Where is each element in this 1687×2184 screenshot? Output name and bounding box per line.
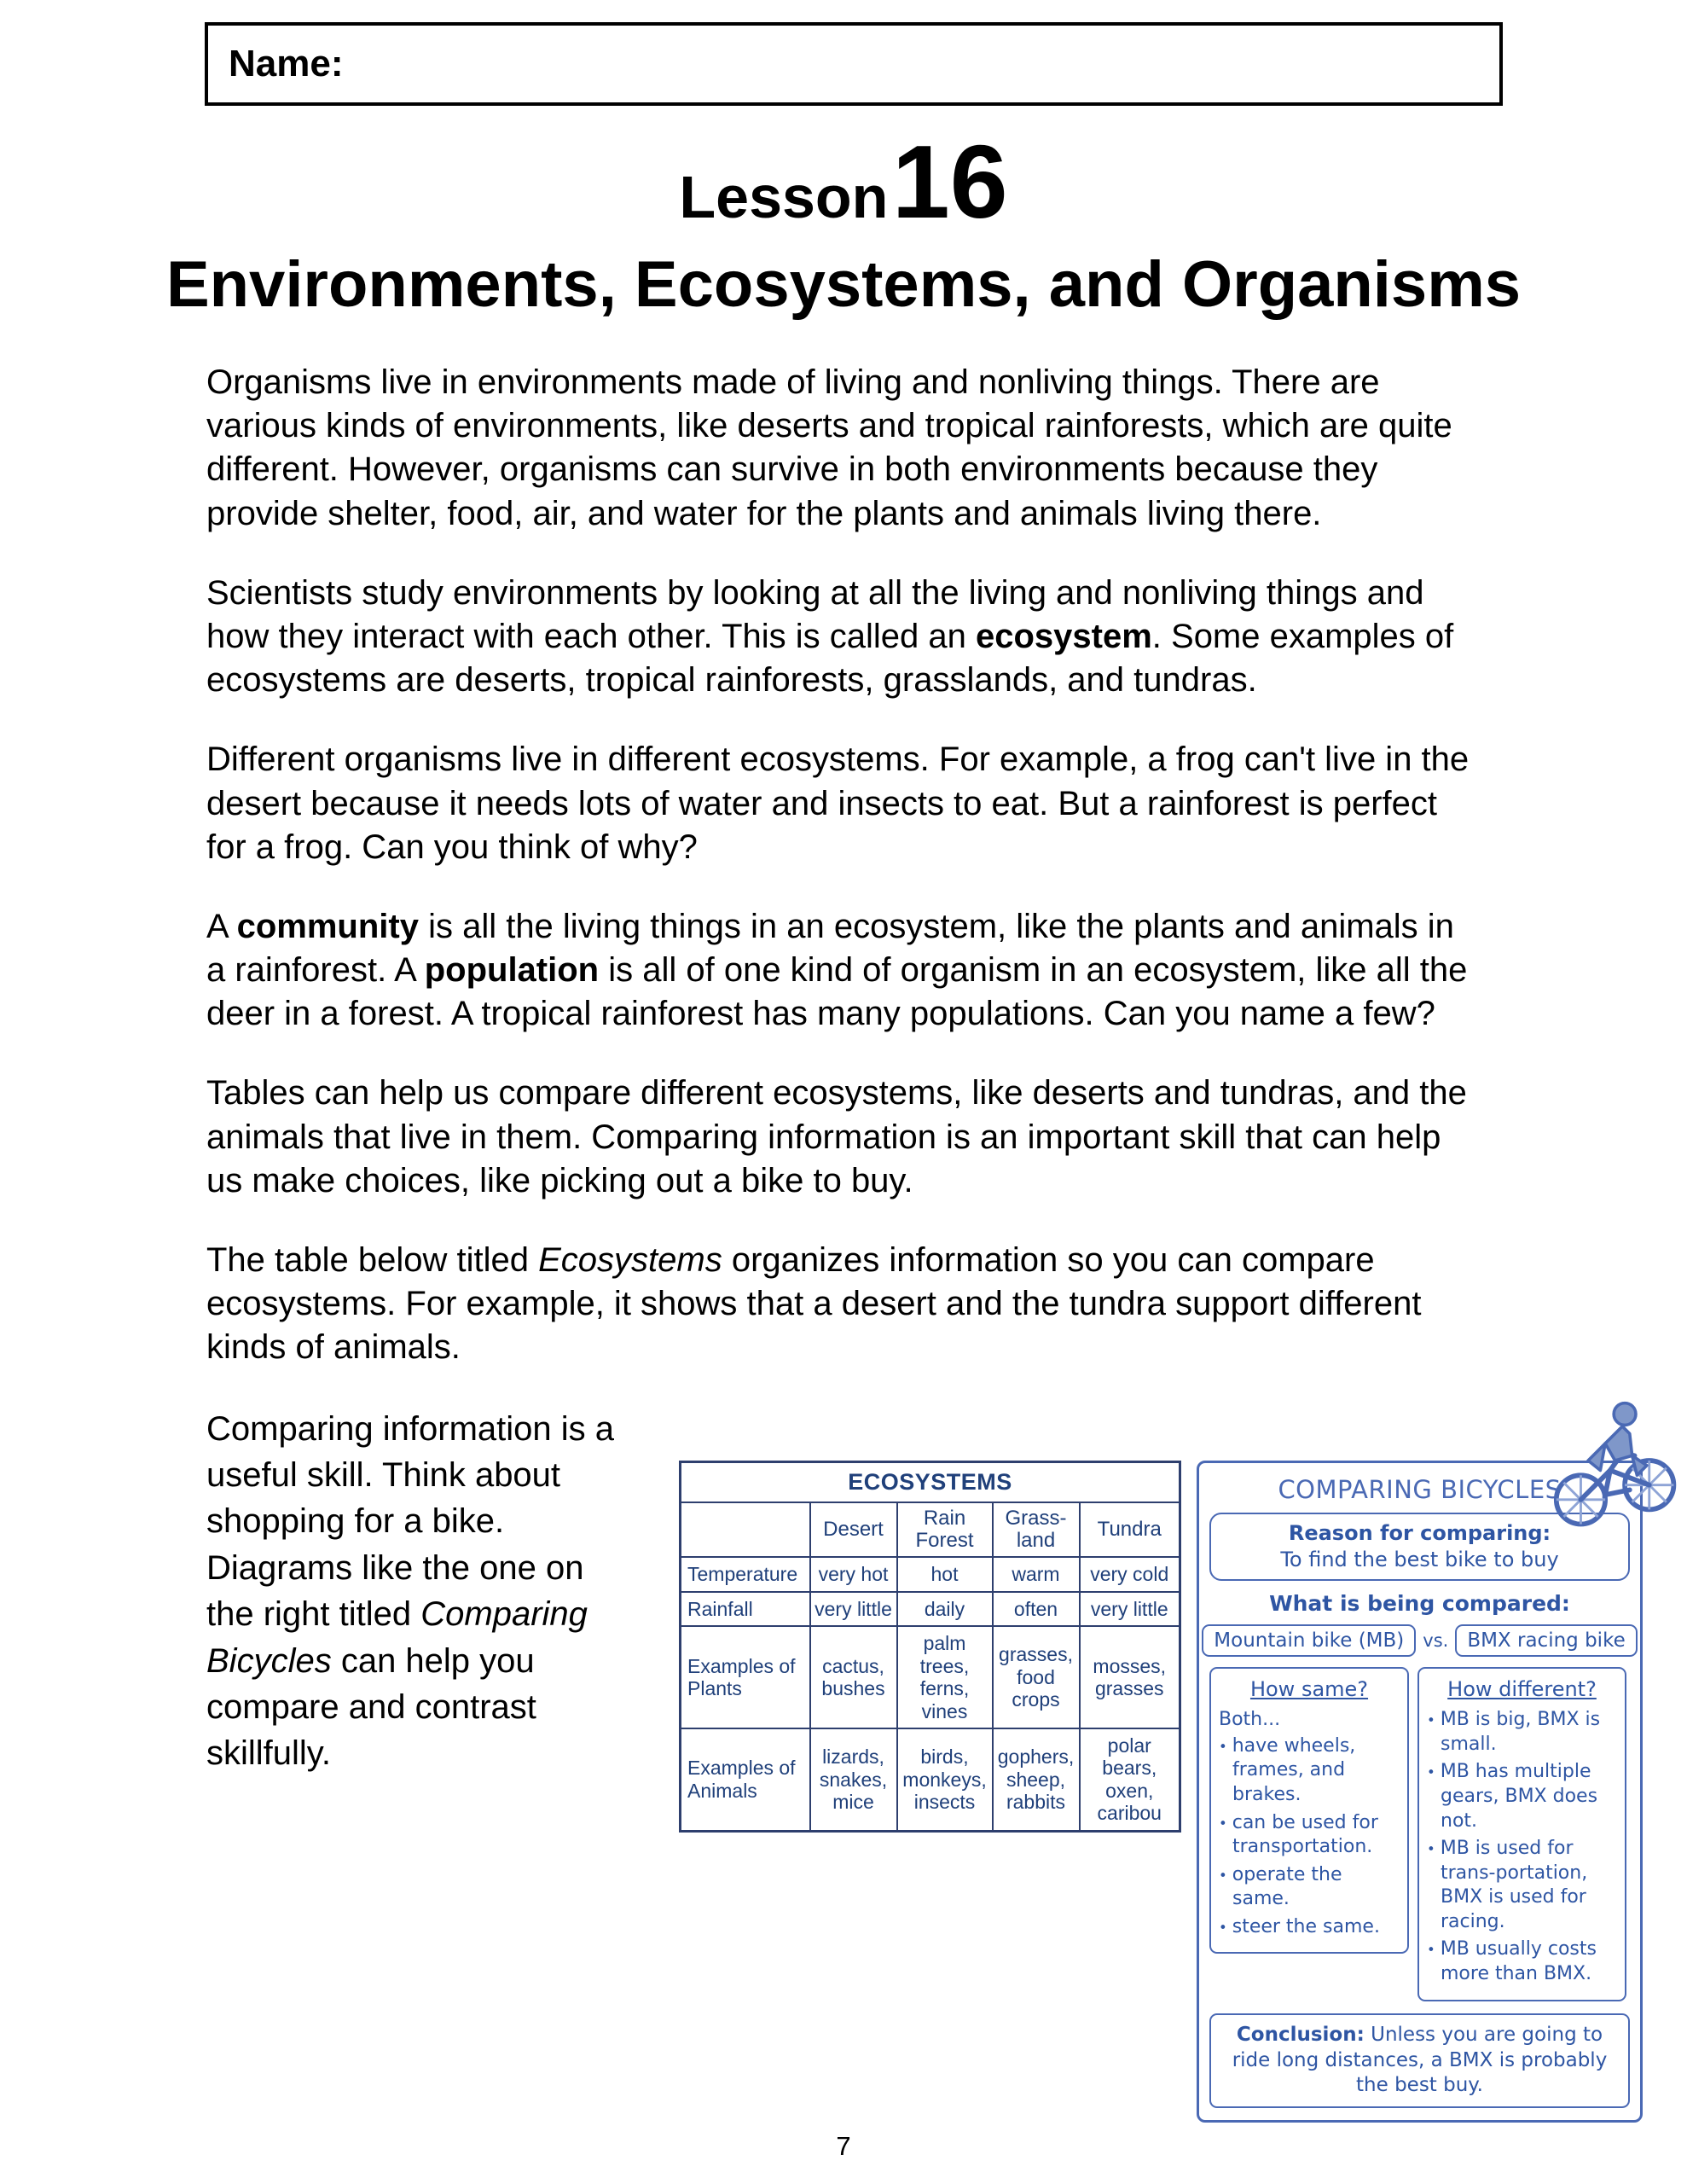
- reason-value: To find the best bike to buy: [1280, 1547, 1559, 1571]
- comparing-bicycles-diagram: [1197, 1461, 1643, 2123]
- different-list-item: • MB is used for trans-portation, BMX is used for racing.: [1427, 1837, 1617, 1934]
- lesson-word: Lesson: [679, 164, 889, 230]
- how-different-header: How different?: [1447, 1676, 1597, 1701]
- page-title: Environments, Ecosystems, and Organisms: [165, 248, 1522, 321]
- column-header: Desert: [810, 1502, 897, 1558]
- diagram-reference: Comparing Bicycles: [206, 1595, 588, 1680]
- table-cell: daily: [897, 1592, 993, 1626]
- paragraph-text: organizes information so you can compare ecosystems. For example, it shows that a desert and the tundra support different kinds of animals.: [206, 1241, 1422, 1367]
- name-label: Name:: [229, 43, 344, 84]
- comparison-columns: [1209, 1667, 1630, 2001]
- comparing-bicycles-wrapper: [1197, 1461, 1643, 2123]
- same-list-item: • can be used for transportation.: [1219, 1811, 1400, 1860]
- keyword-ecosystem: ecosystem: [975, 617, 1152, 655]
- table-cell: very little: [810, 1592, 897, 1626]
- side-paragraph: [206, 1406, 640, 1777]
- keyword-population: population: [424, 951, 600, 990]
- paragraph-text: . Some examples of ecosystems are deserts, tropical rainforests, grasslands, and tundras.: [206, 617, 1454, 700]
- different-list: [1427, 1708, 1617, 1987]
- paragraph-text: is all the living things in an ecosystem, like the plants and animals in a rainforest. A: [206, 907, 1454, 990]
- compared-item-left: Mountain bike (MB): [1202, 1624, 1416, 1657]
- table-cell: birds, monkeys, insects: [897, 1728, 993, 1831]
- compared-label: What is being compared:: [1269, 1590, 1570, 1616]
- page-number: 7: [836, 2131, 851, 2161]
- table-cell: often: [993, 1592, 1080, 1626]
- body-text: [206, 361, 1482, 1370]
- row-label: Rainfall: [681, 1592, 810, 1626]
- table-cell: gophers, sheep, rabbits: [993, 1728, 1080, 1831]
- table-row: [681, 1626, 1180, 1728]
- paragraph-text: is all of one kind of organism in an ecosystem, like all the deer in a forest. A tropical rainforest has many populations. Can you name a few?: [206, 951, 1468, 1033]
- ecosystems-table: [679, 1461, 1181, 1833]
- paragraph-text: Comparing information is a useful skill. Think about shopping for a bike. Diagrams like the one on the right titled: [206, 1409, 614, 1634]
- column-header: Rain Forest: [897, 1502, 993, 1558]
- same-list-item: • operate the same.: [1219, 1863, 1400, 1912]
- paragraph-text: The table below titled: [206, 1241, 539, 1279]
- row-label: Examples of Animals: [681, 1728, 810, 1831]
- table-cell: cactus, bushes: [810, 1626, 897, 1728]
- same-list-item: • have wheels, frames, and brakes.: [1219, 1734, 1400, 1808]
- paragraph-1: [206, 361, 1482, 536]
- paragraph-text: Tables can help us compare different ecosystems, like deserts and tundras, and the animals that live in them. Comparing information is an important skill that can help us make choices, like picking out a bike to buy.: [206, 1074, 1467, 1199]
- table-cell: very hot: [810, 1557, 897, 1591]
- table-cell: very cold: [1080, 1557, 1180, 1591]
- same-list: [1219, 1734, 1400, 1940]
- lesson-heading: [0, 124, 1687, 240]
- reason-label: Reason for comparing:: [1288, 1520, 1551, 1545]
- table-cell: palm trees, ferns, vines: [897, 1626, 993, 1728]
- table-cell: mosses, grasses: [1080, 1626, 1180, 1728]
- paragraph-text: can help you compare and contrast skillfully.: [206, 1641, 536, 1773]
- how-same-box: [1209, 1667, 1409, 1955]
- paragraph-6: [206, 1239, 1482, 1370]
- table-cell: polar bears, oxen, caribou: [1080, 1728, 1180, 1831]
- keyword-community: community: [236, 907, 419, 945]
- different-list-item: • MB is big, BMX is small.: [1427, 1708, 1617, 1757]
- table-title: ECOSYSTEMS: [681, 1461, 1180, 1502]
- same-list-item: • steer the same.: [1219, 1915, 1400, 1940]
- name-field-box[interactable]: [205, 22, 1503, 106]
- compared-items-row: [1209, 1624, 1630, 1657]
- paragraph-2: [206, 572, 1482, 703]
- how-same-header: How same?: [1249, 1676, 1369, 1701]
- lesson-number: 16: [891, 124, 1008, 240]
- table-cell: grasses, food crops: [993, 1626, 1080, 1728]
- table-cell: hot: [897, 1557, 993, 1591]
- different-list-item: • MB has multiple gears, BMX does not.: [1427, 1760, 1617, 1833]
- row-label: Examples of Plants: [681, 1626, 810, 1728]
- diagram-title: COMPARING BICYCLES: [1278, 1474, 1562, 1504]
- paragraph-4: [206, 905, 1482, 1037]
- vs-label: vs.: [1423, 1629, 1449, 1651]
- paragraph-text: Organisms live in environments made of living and nonliving things. There are various kinds of environments, like deserts and tropical rainforests, which are quite different. However, organisms can survive in both environments because they provide shelter, food, air, and water for the plants and animals living there.: [206, 363, 1452, 532]
- compared-item-right: BMX racing bike: [1455, 1624, 1637, 1657]
- ecosystems-table-wrapper: [679, 1461, 1181, 1833]
- paragraph-text: A: [206, 907, 237, 945]
- paragraph-text: Scientists study environments by looking at all the living and nonliving things and how they interact with each other. This is called an: [206, 573, 1424, 655]
- bmx-rider-icon: [1534, 1387, 1681, 1534]
- different-list-item: • MB usually costs more than BMX.: [1427, 1937, 1617, 1986]
- column-header: Tundra: [1080, 1502, 1180, 1558]
- table-reference: Ecosystems: [538, 1241, 722, 1279]
- conclusion-label: Conclusion:: [1236, 2023, 1365, 2046]
- column-header: Grass-land: [993, 1502, 1080, 1558]
- bottom-section: [206, 1406, 1687, 2123]
- table-cell: warm: [993, 1557, 1080, 1591]
- table-row: [681, 1592, 1180, 1626]
- paragraph-text: Different organisms live in different ecosystems. For example, a frog can't live in the desert because it needs lots of water and insects to eat. But a rainforest is perfect for a frog. Can you think of why?: [206, 741, 1470, 866]
- table-cell: very little: [1080, 1592, 1180, 1626]
- table-cell: lizards, snakes, mice: [810, 1728, 897, 1831]
- row-label: Temperature: [681, 1557, 810, 1591]
- conclusion-box: [1209, 2013, 1630, 2109]
- column-header: [681, 1502, 810, 1558]
- paragraph-5: [206, 1072, 1482, 1203]
- table-header-row: [681, 1502, 1180, 1558]
- how-different-box: [1417, 1667, 1626, 2001]
- table-row: [681, 1728, 1180, 1831]
- both-label: Both...: [1219, 1709, 1281, 1731]
- table-row: [681, 1557, 1180, 1591]
- paragraph-3: [206, 738, 1482, 869]
- conclusion-text: Unless you are going to ride long distances, a BMX is probably the best buy.: [1232, 2023, 1608, 2097]
